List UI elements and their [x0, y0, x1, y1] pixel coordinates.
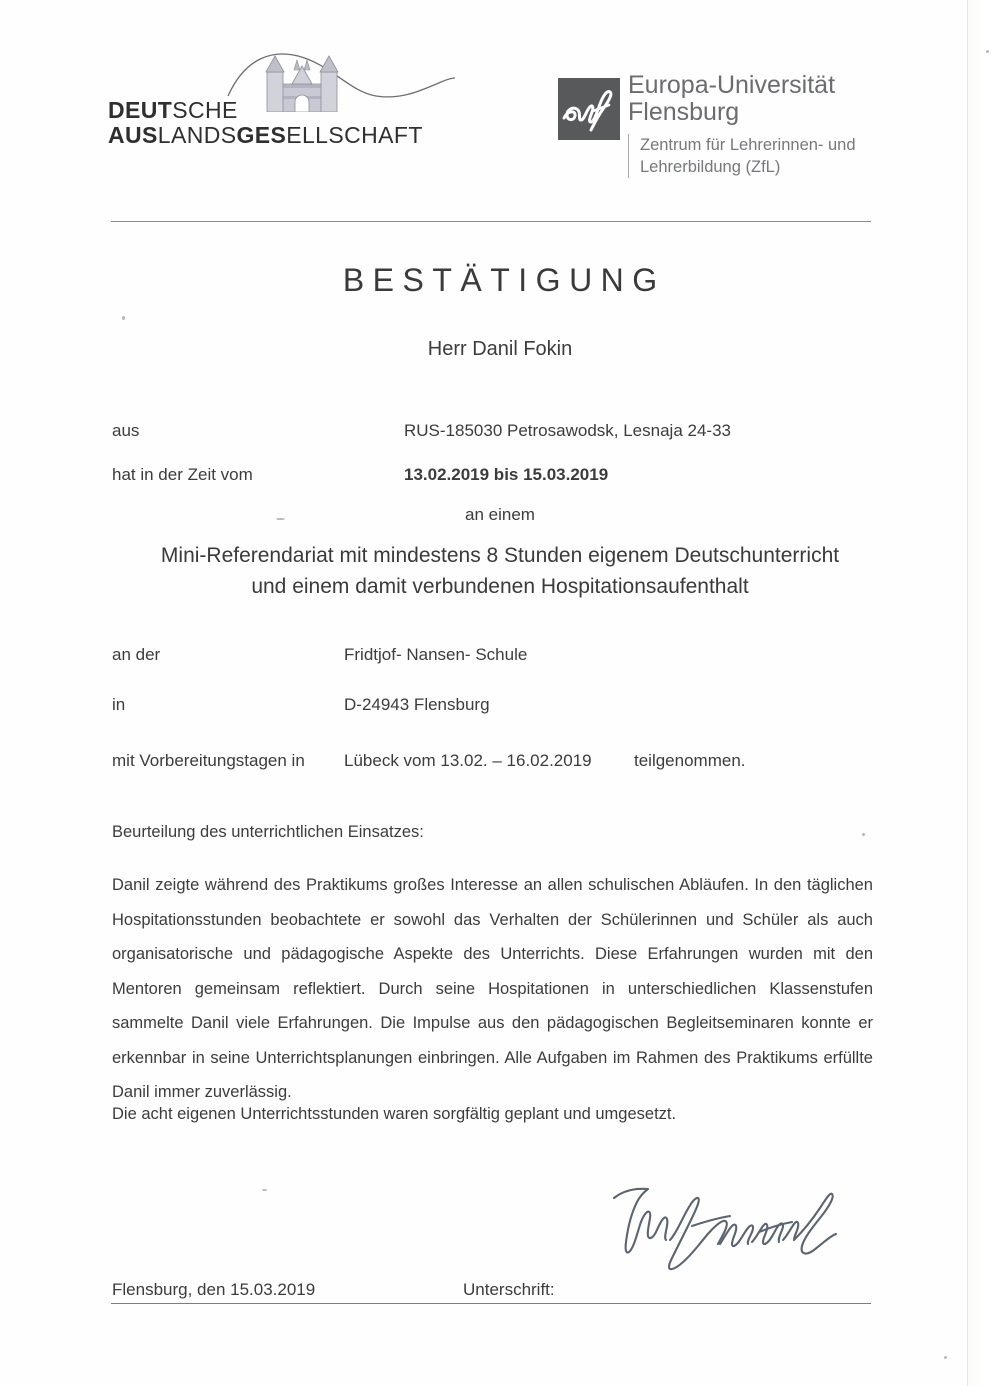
city-label: in: [112, 695, 126, 714]
period-value: 13.02.2019 bis 15.03.2019: [404, 465, 609, 484]
program-line-2: und einem damit verbundenen Hospitationsaufenthalt: [251, 575, 749, 598]
program-line-1: Mini-Referendariat mit mindestens 8 Stunden eigenem Deutschunterricht: [160, 544, 840, 567]
scan-speck: [862, 833, 865, 836]
deutsche-auslandsgesellschaft-logo: [108, 58, 448, 148]
origin-value: RUS-185030 Petrosawodsk, Lesnaja 24-33: [404, 421, 731, 440]
school-value: Fridtjof- Nansen- Schule: [344, 645, 528, 664]
place-and-date: Flensburg, den 15.03.2019: [112, 1280, 316, 1299]
university-name: [628, 72, 835, 126]
preparation-label: mit Vorbereitungstagen in: [112, 751, 305, 770]
university-name-line-2: Flensburg: [628, 98, 740, 126]
scan-tint: [968, 0, 1000, 1386]
university-subtitle: [628, 134, 856, 178]
recipient-name: Herr Danil Fokin: [427, 338, 573, 360]
evaluation-closing: Die acht eigenen Unterrichtsstunden waren sorgfältig geplant und umgesetzt.: [112, 1105, 677, 1123]
university-subtitle-line-1: Zentrum für Lehrerinnen- und: [640, 136, 856, 154]
evaluation-body: Danil zeigte während des Praktikums großes Interesse an allen schulischen Abläufen. In den täglichen Hospitationsstunden beobachtete er sowohl das Verhalten der Schülerinnen und Schüler als auch organisatorische und pädagogische Aspekte des Unterrichts. Diese Erfahrungen wurden mit den Mentoren gemeinsam reflektiert. Durch seine Hospitationen in unterschiedlichen Klassenstufen sammelte Danil viele Erfahrungen. Die Impulse aus den pädagogischen Begleitseminaren konnte er erkennbar in seine Unterrichtsplanungen einbringen. Alle Aufgaben im Rahmen des Praktikums erfüllte Danil immer zuverlässig.: [112, 876, 873, 1101]
signature-label: Unterschrift:: [463, 1280, 555, 1299]
city-value: D-24943 Flensburg: [344, 695, 490, 714]
evaluation-heading: Beurteilung des unterrichtlichen Einsatzes:: [112, 823, 424, 841]
scan-speck: [276, 518, 285, 520]
origin-label: aus: [112, 421, 140, 440]
europa-universitaet-flensburg-logo: [558, 71, 898, 188]
header-divider: [111, 221, 871, 222]
scan-speck: [944, 1356, 947, 1359]
logo-text-line-2: AUSLANDSGESELLSCHAFT: [108, 122, 423, 148]
scan-speck: [986, 50, 989, 53]
document-header: [0, 0, 1000, 200]
scan-speck: [122, 316, 125, 320]
preparation-suffix: teilgenommen.: [634, 751, 746, 770]
university-subtitle-line-2: Lehrerbildung (ZfL): [640, 158, 781, 176]
holstentor-castle-icon: [226, 50, 456, 112]
euf-monogram-icon: [558, 78, 620, 140]
school-label: an der: [112, 645, 161, 664]
page-title: BESTÄTIGUNG: [342, 262, 666, 298]
logo-text-line-1: DEUTSCHE: [108, 97, 238, 123]
university-name-line-1: Europa-Universität: [628, 71, 836, 99]
connector-text: an einem: [465, 505, 535, 524]
program-description: [110, 540, 890, 602]
scan-speck: [262, 1189, 267, 1191]
footer-divider: [111, 1303, 871, 1304]
handwritten-signature: [606, 1180, 856, 1280]
preparation-value: Lübeck vom 13.02. – 16.02.2019: [344, 751, 592, 770]
period-label: hat in der Zeit vom: [112, 465, 253, 484]
